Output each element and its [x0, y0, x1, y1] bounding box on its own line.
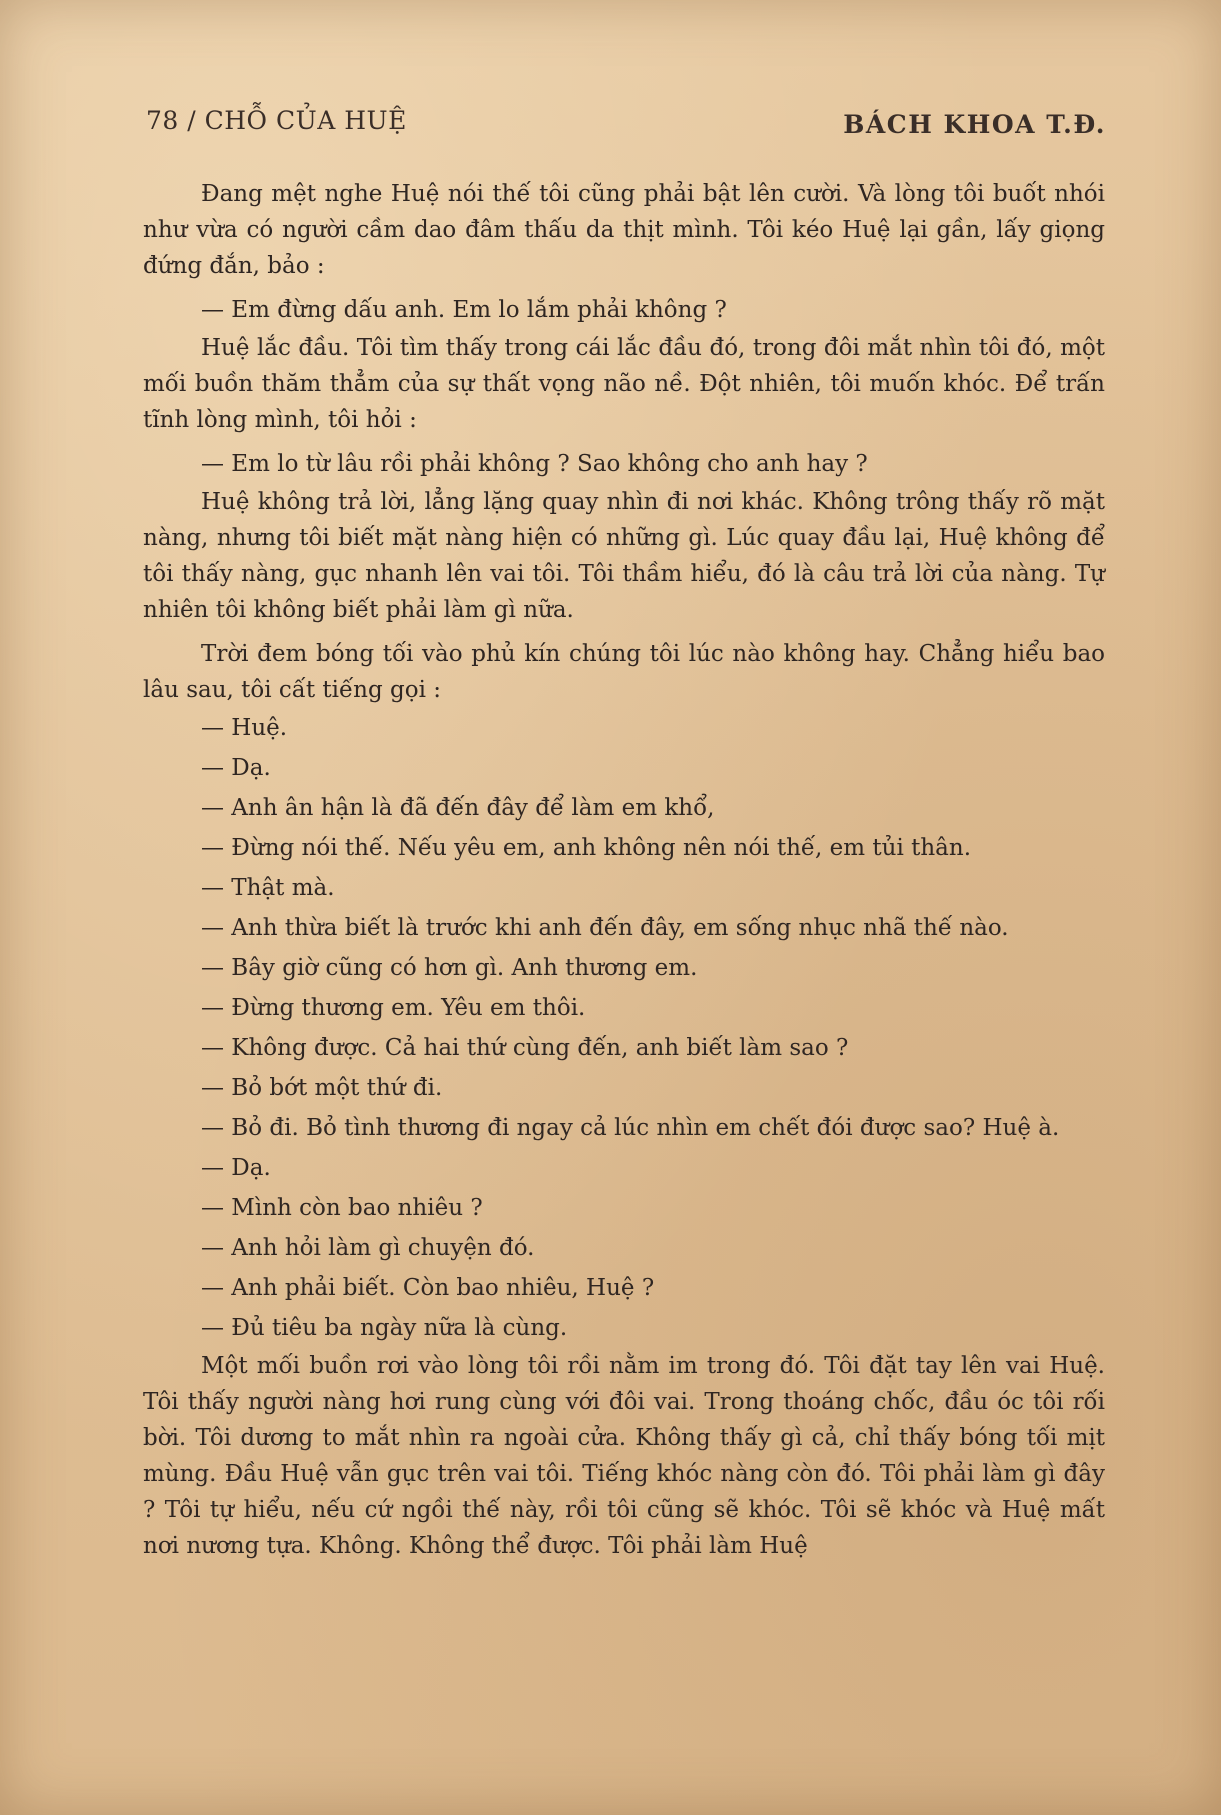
dialogue-line: — Bỏ đi. Bỏ tình thương đi ngay cả lúc nhìn em chết đói được sao? Huệ à.: [201, 1115, 1060, 1141]
header-page-title: 78 / CHỖ CỦA HUỆ: [146, 106, 407, 135]
dialogue-line: — Đủ tiêu ba ngày nữa là cùng.: [201, 1315, 568, 1341]
dialogue-line: — Dạ.: [201, 755, 271, 781]
dialogue-line: — Đừng nói thế. Nếu yêu em, anh không nên nói thế, em tủi thân.: [201, 835, 972, 861]
dialogue-line: — Dạ.: [201, 1155, 271, 1181]
paragraph: Huệ không trả lời, lẳng lặng quay nhìn đi nơi khác. Không trông thấy rõ mặt nàng, nhưng tôi biết mặt nàng hiện có những gì. Lúc quay đầu lại, Huệ không để tôi thấy nàng, gục nhanh lên vai tôi. Tôi thầm hiểu, đó là câu trả lời của nàng. Tự nhiên tôi không biết phải làm gì nữa.: [143, 489, 1105, 623]
dialogue-line: — Thật mà.: [201, 875, 335, 901]
dialogue-line: — Bây giờ cũng có hơn gì. Anh thương em.: [201, 955, 698, 981]
dialogue-line: — Mình còn bao nhiêu ?: [201, 1195, 483, 1221]
dialogue-line: — Anh thừa biết là trước khi anh đến đây, em sống nhục nhã thế nào.: [201, 915, 1009, 941]
dialogue-line: — Không được. Cả hai thứ cùng đến, anh biết làm sao ?: [201, 1035, 849, 1061]
paragraph: Huệ lắc đầu. Tôi tìm thấy trong cái lắc đầu đó, trong đôi mắt nhìn tôi đó, một mối buồn thăm thẳm của sự thất vọng não nề. Đột nhiên, tôi muốn khóc. Để trấn tĩnh lòng mình, tôi hỏi :: [143, 335, 1105, 433]
dialogue-line: — Đừng thương em. Yêu em thôi.: [201, 995, 586, 1021]
dialogue-line: — Em đừng dấu anh. Em lo lắm phải không ?: [201, 297, 727, 323]
paragraph: Một mối buồn rơi vào lòng tôi rồi nằm im trong đó. Tôi đặt tay lên vai Huệ. Tôi thấy người nàng hơi rung cùng với đôi vai. Trong thoáng chốc, đầu óc tôi rối bời. Tôi dương to mắt nhìn ra ngoài cửa. Không thấy gì cả, chỉ thấy bóng tối mịt mùng. Đầu Huệ vẫn gục trên vai tôi. Tiếng khóc nàng còn đó. Tôi phải làm gì đây ? Tôi tự hiểu, nếu cứ ngồi thế này, rồi tôi cũng sẽ khóc. Tôi sẽ khóc và Huệ mất nơi nương tựa. Không. Không thể được. Tôi phải làm Huệ: [143, 1353, 1105, 1559]
dialogue-line: — Em lo từ lâu rồi phải không ? Sao không cho anh hay ?: [201, 451, 868, 477]
header-journal-name: BÁCH KHOA T.Đ.: [843, 110, 1106, 139]
dialogue-line: — Anh ân hận là đã đến đây để làm em khổ,: [201, 795, 715, 821]
body-text: [143, 176, 1105, 1564]
dialogue-line: — Huệ.: [201, 715, 288, 741]
running-header: [146, 106, 1106, 146]
paragraph: Trời đem bóng tối vào phủ kín chúng tôi lúc nào không hay. Chẳng hiểu bao lâu sau, tôi cất tiếng gọi :: [143, 641, 1105, 703]
dialogue-line: — Anh hỏi làm gì chuyện đó.: [201, 1235, 535, 1261]
paragraph: Đang mệt nghe Huệ nói thế tôi cũng phải bật lên cười. Và lòng tôi buốt nhói như vừa có người cầm dao đâm thấu da thịt mình. Tôi kéo Huệ lại gần, lấy giọng đứng đắn, bảo :: [143, 181, 1105, 279]
dialogue-line: — Anh phải biết. Còn bao nhiêu, Huệ ?: [201, 1275, 655, 1301]
dialogue-line: — Bỏ bớt một thứ đi.: [201, 1075, 443, 1101]
